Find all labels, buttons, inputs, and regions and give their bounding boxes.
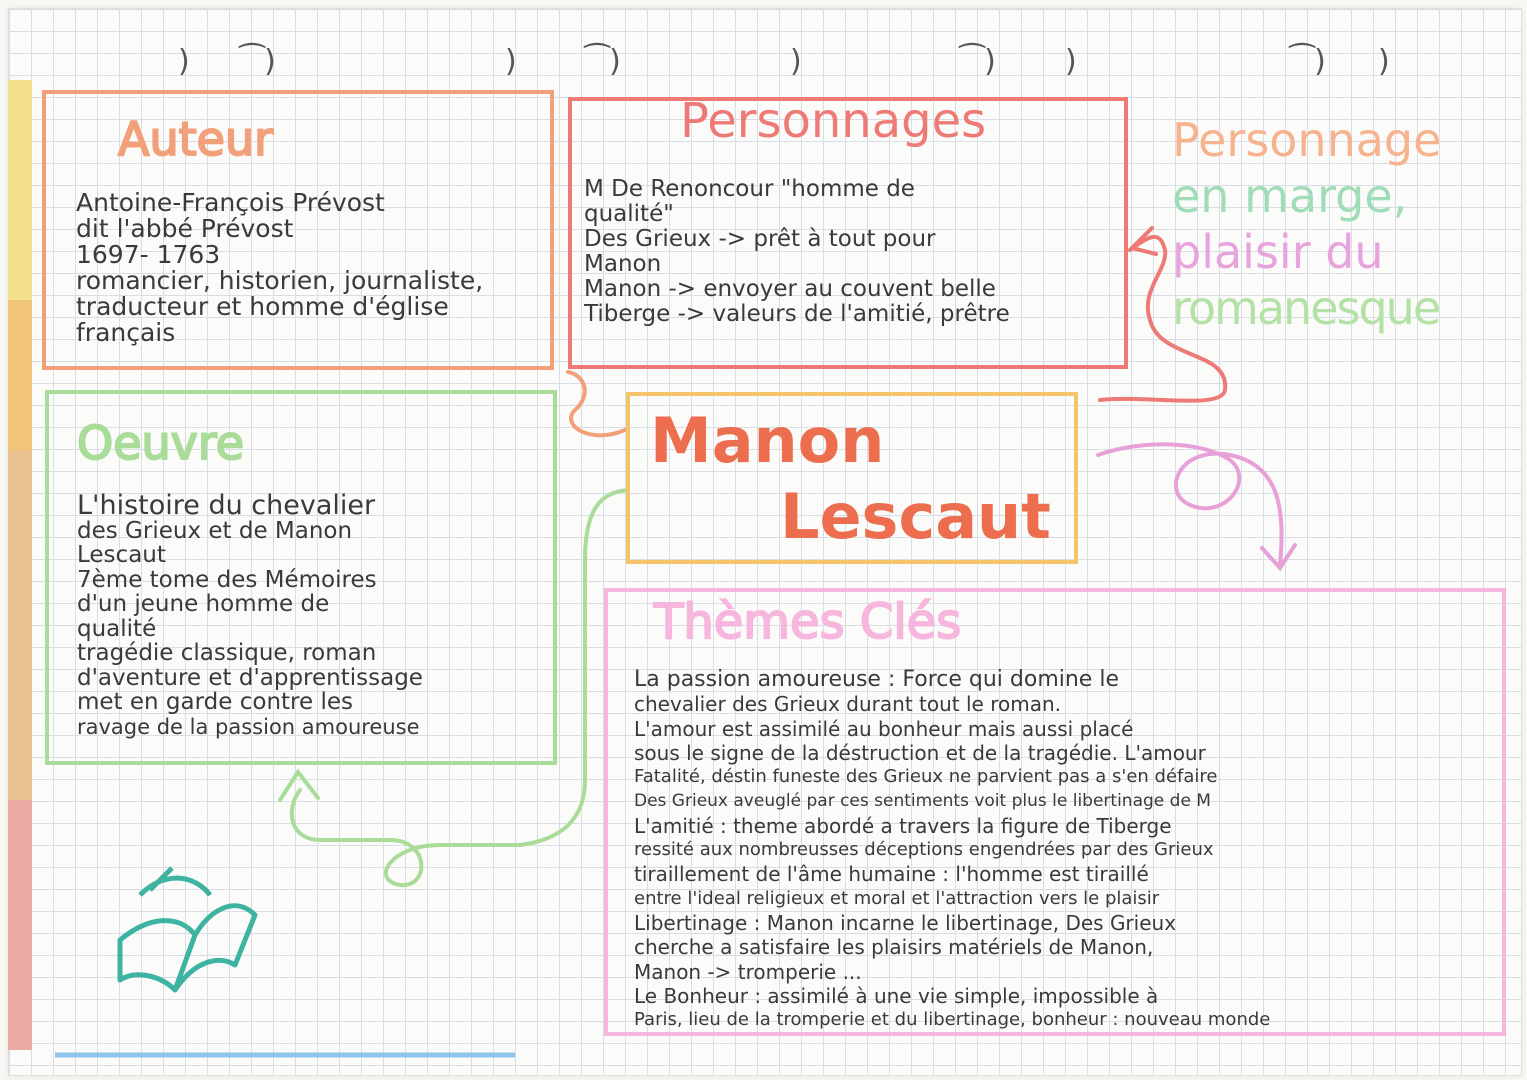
binder-hole: ⁀) <box>240 44 276 79</box>
personnages-title: Personnages <box>680 93 987 149</box>
oeuvre-line: L'histoire du chevalier <box>77 490 376 521</box>
themes-line: entre l'ideal religieux et moral et l'attraction vers le plaisir <box>634 887 1160 909</box>
binder-hole: ) <box>178 44 190 79</box>
marge-line: romanesque <box>1172 281 1440 335</box>
auteur-text <box>76 190 483 346</box>
themes-line: Paris, lieu de la tromperie et du libertinage, bonheur : nouveau monde <box>634 1009 1271 1031</box>
connector-personnages-manon <box>568 372 625 435</box>
binder-hole: ⁀) <box>1290 44 1326 79</box>
oeuvre-line: qualité <box>77 615 157 642</box>
personnages-text <box>584 177 1010 327</box>
binder-hole: ) <box>505 44 517 79</box>
themes-line: Libertinage : Manon incarne le libertinage, Des Grieux <box>634 910 1177 935</box>
themes-line: L'amitié : theme abordé a travers la figure de Tiberge <box>634 813 1172 838</box>
personnages-line: Des Grieux -> prêt à tout pour <box>584 226 936 252</box>
oeuvre-line: des Grieux et de Manon <box>77 517 353 544</box>
themes-title: Thèmes Clés <box>654 594 962 650</box>
oeuvre-line: d'aventure et d'apprentissage <box>77 664 423 691</box>
manon-title-line1: Manon <box>650 404 885 477</box>
binder-hole: ⁀) <box>585 44 621 79</box>
personnage-marge-note <box>1172 112 1441 336</box>
themes-line: ressité aux nombreusses déceptions engendrées par des Grieux <box>634 839 1214 861</box>
auteur-line: français <box>76 318 176 347</box>
auteur-line: dit l'abbé Prévost <box>76 214 294 243</box>
oeuvre-line: met en garde contre les <box>77 689 353 715</box>
themes-line: La passion amoureuse : Force qui domine le <box>634 667 1119 692</box>
oeuvre-line: tragédie classique, roman <box>77 640 377 666</box>
themes-line: cherche a satisfaire les plaisirs matériels de Manon, <box>634 935 1154 960</box>
oeuvre-box <box>45 390 557 765</box>
themes-line: Le Bonheur : assimilé à une vie simple, impossible à <box>634 983 1159 1008</box>
personnages-line: Manon -> envoyer au couvent belle <box>584 276 996 302</box>
oeuvre-line: Lescaut <box>77 542 166 568</box>
binder-hole: ) <box>1065 44 1077 79</box>
binder-hole: ⁀) <box>960 44 996 79</box>
personnages-line: Tiberge -> valeurs de l'amitié, prêtre <box>584 301 1010 327</box>
binder-hole: ) <box>790 44 802 79</box>
oeuvre-title: Oeuvre <box>77 416 245 470</box>
auteur-line: Antoine-François Prévost <box>76 188 385 217</box>
arrowhead-themes <box>1262 545 1295 568</box>
personnages-line: qualité" <box>584 201 674 227</box>
themes-text <box>634 668 1270 1032</box>
binder-hole: ) <box>1378 44 1390 79</box>
personnages-line: M De Renoncour "homme de <box>584 176 915 202</box>
auteur-line: 1697- 1763 <box>76 240 221 269</box>
marge-line: plaisir du <box>1172 225 1384 279</box>
auteur-line: romancier, historien, journaliste, <box>76 266 484 295</box>
auteur-title: Auteur <box>118 112 274 166</box>
themes-line: tiraillement de l'âme humaine : l'homme est tiraillé <box>634 862 1149 887</box>
manon-lescaut-box <box>626 392 1078 564</box>
themes-line: sous le signe de la déstruction et de la tragédie. L'amour <box>634 740 1206 765</box>
auteur-box <box>42 90 554 370</box>
marge-line: en marge, <box>1172 169 1408 223</box>
themes-line: Des Grieux aveuglé par ces sentiments voit plus le libertinage de M <box>634 791 1211 812</box>
oeuvre-text <box>77 490 423 739</box>
themes-line: chevalier des Grieux durant tout le roman. <box>634 692 1061 717</box>
arrowhead-oeuvre <box>280 772 318 800</box>
themes-line: L'amour est assimilé au bonheur mais aussi placé <box>634 716 1134 741</box>
themes-line: Manon -> tromperie ... <box>634 959 862 984</box>
oeuvre-line: d'un jeune homme de <box>77 591 330 617</box>
oeuvre-line: ravage de la passion amoureuse <box>77 714 420 739</box>
book-icon <box>120 868 255 990</box>
connector-manon-themes <box>1098 444 1282 565</box>
personnages-box <box>568 93 1128 369</box>
marge-line: Personnage <box>1172 113 1442 167</box>
themes-box <box>604 588 1506 1036</box>
themes-line: Fatalité, déstin funeste des Grieux ne parvient pas a s'en défaire <box>634 766 1218 788</box>
personnages-line: Manon <box>584 251 662 277</box>
auteur-line: traducteur et homme d'église <box>76 292 449 321</box>
oeuvre-line: 7ème tome des Mémoires <box>77 566 377 593</box>
manon-title-line2: Lescaut <box>780 480 1051 553</box>
